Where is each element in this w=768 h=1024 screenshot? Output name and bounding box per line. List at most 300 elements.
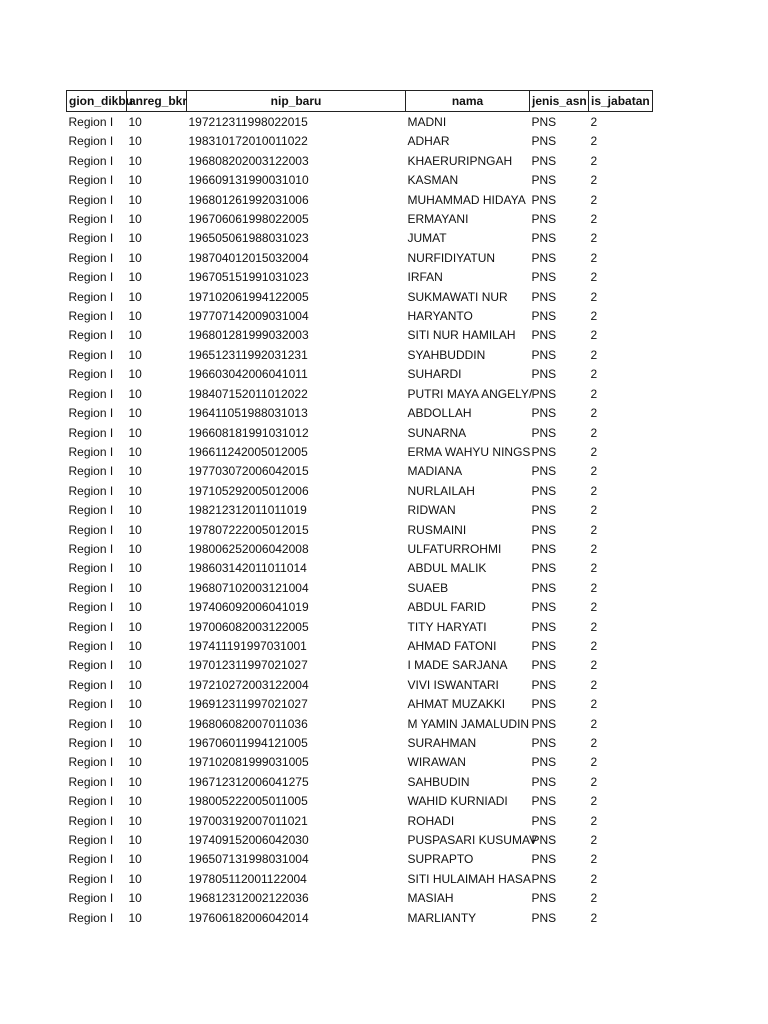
cell-jabatan: 2 <box>590 503 598 518</box>
cell-nama: MARLIANTY <box>407 910 477 925</box>
cell-jenis-asn: PNS <box>531 212 557 227</box>
table-row <box>67 734 653 753</box>
cell-jenis-asn: PNS <box>531 755 557 770</box>
cell-jabatan: 2 <box>590 755 598 770</box>
cell-jenis-asn: PNS <box>531 289 557 304</box>
cell-jabatan: 2 <box>590 115 598 129</box>
cell-kanreg: 10 <box>128 891 142 906</box>
cell-nip: 198005222005011005 <box>188 794 308 809</box>
table-row <box>67 443 653 462</box>
cell-region: Region I <box>68 328 114 343</box>
table-row <box>67 676 653 695</box>
column-header-jenis-asn: jenis_asn <box>530 91 589 112</box>
cell-jenis-asn: PNS <box>531 406 557 421</box>
cell-jenis-asn: PNS <box>531 619 557 634</box>
cell-nip: 196806082007011036 <box>188 716 308 731</box>
cell-nama: ABDUL MALIK <box>407 561 487 576</box>
cell-kanreg: 10 <box>128 464 142 479</box>
cell-nama: NURFIDIYATUN <box>407 250 496 265</box>
cell-jenis-asn: PNS <box>531 483 557 498</box>
cell-nip: 196801261992031006 <box>188 192 309 207</box>
cell-jenis-asn: PNS <box>531 541 557 556</box>
cell-jenis-asn: PNS <box>531 852 557 867</box>
table-row <box>67 831 653 850</box>
cell-jenis-asn: PNS <box>531 794 557 809</box>
cell-nama: PUTRI MAYA ANGELY/ <box>407 386 533 401</box>
column-header-jabatan: is_jabatan <box>589 91 653 112</box>
cell-region: Region I <box>68 774 114 789</box>
cell-nip: 196411051988031013 <box>188 406 308 421</box>
cell-jabatan: 2 <box>590 425 598 440</box>
cell-nip: 197102081999031005 <box>188 755 309 770</box>
table-row <box>67 792 653 811</box>
cell-jenis-asn: PNS <box>531 697 557 712</box>
cell-nama: ERMA WAHYU NINGS <box>407 444 531 459</box>
cell-jabatan: 2 <box>590 697 598 712</box>
cell-jabatan: 2 <box>590 192 598 207</box>
cell-nip: 198603142011011014 <box>188 561 307 576</box>
cell-nip: 198704012015032004 <box>188 250 309 265</box>
cell-jenis-asn: PNS <box>531 192 557 207</box>
cell-kanreg: 10 <box>128 406 142 421</box>
cell-kanreg: 10 <box>128 231 142 246</box>
table-row <box>67 152 653 171</box>
cell-region: Region I <box>68 347 114 362</box>
cell-kanreg: 10 <box>128 425 142 440</box>
column-header-nip: nip_baru <box>187 91 406 112</box>
cell-nama: RUSMAINI <box>407 522 467 537</box>
cell-nama: MADNI <box>407 115 447 129</box>
cell-kanreg: 10 <box>128 115 142 129</box>
cell-kanreg: 10 <box>128 658 142 673</box>
cell-nama: TITY HARYATI <box>407 619 487 634</box>
cell-nama: MADIANA <box>407 464 463 479</box>
cell-jabatan: 2 <box>590 561 598 576</box>
cell-kanreg: 10 <box>128 134 142 149</box>
cell-jenis-asn: PNS <box>531 231 557 246</box>
cell-nama: SYAHBUDDIN <box>407 347 486 362</box>
cell-kanreg: 10 <box>128 347 142 362</box>
cell-kanreg: 10 <box>128 619 142 634</box>
cell-region: Region I <box>68 444 114 459</box>
data-table <box>66 90 653 928</box>
cell-kanreg: 10 <box>128 444 142 459</box>
cell-region: Region I <box>68 115 114 129</box>
cell-region: Region I <box>68 289 114 304</box>
cell-nama: ERMAYANI <box>407 212 469 227</box>
cell-nama: WIRAWAN <box>407 755 466 770</box>
cell-jabatan: 2 <box>590 270 598 285</box>
cell-kanreg: 10 <box>128 561 142 576</box>
cell-region: Region I <box>68 794 114 809</box>
cell-jabatan: 2 <box>590 347 598 362</box>
table-row <box>67 850 653 869</box>
cell-region: Region I <box>68 192 114 207</box>
cell-jabatan: 2 <box>590 406 598 421</box>
cell-jabatan: 2 <box>590 600 598 615</box>
table-row <box>67 191 653 210</box>
cell-kanreg: 10 <box>128 503 142 518</box>
cell-nip: 197807222005012015 <box>188 522 309 537</box>
table-row <box>67 753 653 772</box>
cell-region: Region I <box>68 736 114 750</box>
table-row <box>67 385 653 404</box>
cell-nip: 198006252006042008 <box>188 541 309 556</box>
cell-jenis-asn: PNS <box>531 774 557 789</box>
cell-kanreg: 10 <box>128 871 142 886</box>
cell-jenis-asn: PNS <box>531 658 557 673</box>
cell-kanreg: 10 <box>128 697 142 712</box>
cell-nip: 197006082003122005 <box>188 619 309 634</box>
cell-jenis-asn: PNS <box>531 309 557 324</box>
cell-region: Region I <box>68 600 114 615</box>
cell-nama: I MADE SARJANA <box>407 658 508 673</box>
table-row <box>67 424 653 443</box>
cell-kanreg: 10 <box>128 153 142 168</box>
cell-nama: KASMAN <box>407 173 459 188</box>
cell-jabatan: 2 <box>590 464 598 479</box>
cell-region: Region I <box>68 270 114 285</box>
cell-jabatan: 2 <box>590 173 598 188</box>
cell-jenis-asn: PNS <box>531 638 557 653</box>
cell-jabatan: 2 <box>590 231 598 246</box>
cell-nip: 196608181991031012 <box>188 425 309 440</box>
cell-jenis-asn: PNS <box>531 910 557 925</box>
cell-region: Region I <box>68 134 114 149</box>
cell-region: Region I <box>68 755 114 770</box>
cell-jabatan: 2 <box>590 386 598 401</box>
cell-jabatan: 2 <box>590 541 598 556</box>
cell-nip: 198407152011012022 <box>188 386 308 401</box>
cell-region: Region I <box>68 658 114 673</box>
cell-nip: 197003192007011021 <box>188 813 308 828</box>
table-row <box>67 559 653 578</box>
cell-jabatan: 2 <box>590 658 598 673</box>
cell-kanreg: 10 <box>128 794 142 809</box>
cell-nip: 196705151991031023 <box>188 270 309 285</box>
table-body <box>67 112 653 929</box>
cell-region: Region I <box>68 638 114 653</box>
cell-nama: ROHADI <box>407 813 455 828</box>
cell-jenis-asn: PNS <box>531 580 557 595</box>
cell-nama: ADHAR <box>407 134 450 149</box>
cell-nama: KHAERURIPNGAH <box>407 153 513 168</box>
cell-nama: NURLAILAH <box>407 483 475 498</box>
table-row <box>67 656 653 675</box>
cell-nip: 197606182006042014 <box>188 910 309 925</box>
table-row <box>67 521 653 540</box>
cell-kanreg: 10 <box>128 736 142 750</box>
cell-nip: 197409152006042030 <box>188 833 309 848</box>
cell-region: Region I <box>68 677 114 692</box>
cell-nip: 196712312006041275 <box>188 774 309 789</box>
cell-nip: 197707142009031004 <box>188 309 309 324</box>
cell-nama: SITI HULAIMAH HASA <box>407 871 531 886</box>
table-row <box>67 501 653 520</box>
table-row <box>67 695 653 714</box>
table-row <box>67 889 653 908</box>
cell-jabatan: 2 <box>590 677 598 692</box>
cell-nama: MUHAMMAD HIDAYA <box>407 192 526 207</box>
cell-kanreg: 10 <box>128 755 142 770</box>
cell-region: Region I <box>68 580 114 595</box>
cell-nama: AHMAT MUZAKKI <box>407 697 506 712</box>
cell-region: Region I <box>68 522 114 537</box>
cell-nip: 196808202003122003 <box>188 153 309 168</box>
cell-region: Region I <box>68 483 114 498</box>
cell-nip: 196609131990031010 <box>188 173 309 188</box>
cell-kanreg: 10 <box>128 541 142 556</box>
cell-kanreg: 10 <box>128 289 142 304</box>
cell-jenis-asn: PNS <box>531 115 557 129</box>
cell-nip: 196801281999032003 <box>188 328 309 343</box>
cell-jabatan: 2 <box>590 309 598 324</box>
table-row <box>67 637 653 656</box>
cell-jabatan: 2 <box>590 289 598 304</box>
cell-jenis-asn: PNS <box>531 173 557 188</box>
cell-nama: HARYANTO <box>407 309 473 324</box>
cell-region: Region I <box>68 561 114 576</box>
cell-region: Region I <box>68 852 114 867</box>
cell-kanreg: 10 <box>128 910 142 925</box>
header-row <box>67 91 653 112</box>
cell-nip: 196706061998022005 <box>188 212 309 227</box>
cell-jabatan: 2 <box>590 774 598 789</box>
cell-jenis-asn: PNS <box>531 813 557 828</box>
table-row <box>67 773 653 792</box>
cell-jabatan: 2 <box>590 367 598 382</box>
cell-jenis-asn: PNS <box>531 270 557 285</box>
cell-nip: 197703072006042015 <box>188 464 309 479</box>
cell-jenis-asn: PNS <box>531 833 557 848</box>
table-row <box>67 112 653 133</box>
cell-nama: SITI NUR HAMILAH <box>407 328 516 343</box>
cell-nama: JUMAT <box>407 231 447 246</box>
cell-jenis-asn: PNS <box>531 250 557 265</box>
cell-nama: RIDWAN <box>407 503 456 518</box>
cell-jenis-asn: PNS <box>531 134 557 149</box>
cell-region: Region I <box>68 406 114 421</box>
cell-nip: 197012311997021027 <box>188 658 308 673</box>
cell-jabatan: 2 <box>590 250 598 265</box>
cell-nama: AHMAD FATONI <box>407 638 497 653</box>
cell-jabatan: 2 <box>590 444 598 459</box>
table-row <box>67 540 653 559</box>
table-row <box>67 326 653 345</box>
cell-jabatan: 2 <box>590 736 598 750</box>
cell-kanreg: 10 <box>128 600 142 615</box>
cell-kanreg: 10 <box>128 483 142 498</box>
cell-region: Region I <box>68 871 114 886</box>
cell-region: Region I <box>68 541 114 556</box>
table-row <box>67 346 653 365</box>
cell-jenis-asn: PNS <box>531 871 557 886</box>
cell-region: Region I <box>68 503 114 518</box>
table-row <box>67 268 653 287</box>
cell-nip: 196512311992031231 <box>188 347 308 362</box>
cell-kanreg: 10 <box>128 192 142 207</box>
table-row <box>67 307 653 326</box>
cell-kanreg: 10 <box>128 212 142 227</box>
cell-jabatan: 2 <box>590 580 598 595</box>
cell-region: Region I <box>68 464 114 479</box>
cell-nama: ABDUL FARID <box>407 600 486 615</box>
cell-region: Region I <box>68 425 114 440</box>
cell-nama: SURAHMAN <box>407 736 477 750</box>
cell-kanreg: 10 <box>128 328 142 343</box>
cell-kanreg: 10 <box>128 638 142 653</box>
cell-nip: 197102061994122005 <box>188 289 309 304</box>
table-row <box>67 171 653 190</box>
cell-nip: 197805112001122004 <box>188 871 307 886</box>
cell-region: Region I <box>68 813 114 828</box>
cell-jabatan: 2 <box>590 910 598 925</box>
cell-jabatan: 2 <box>590 134 598 149</box>
cell-nip: 197105292005012006 <box>188 483 309 498</box>
cell-region: Region I <box>68 619 114 634</box>
table-row <box>67 482 653 501</box>
cell-region: Region I <box>68 212 114 227</box>
cell-jenis-asn: PNS <box>531 677 557 692</box>
cell-jabatan: 2 <box>590 212 598 227</box>
table-row <box>67 909 653 928</box>
cell-jabatan: 2 <box>590 852 598 867</box>
cell-jenis-asn: PNS <box>531 367 557 382</box>
cell-nama: MASIAH <box>407 891 454 906</box>
cell-jabatan: 2 <box>590 638 598 653</box>
cell-jenis-asn: PNS <box>531 716 557 731</box>
cell-kanreg: 10 <box>128 813 142 828</box>
table-row <box>67 715 653 734</box>
cell-nip: 197406092006041019 <box>188 600 309 615</box>
table-row <box>67 229 653 248</box>
cell-region: Region I <box>68 910 114 925</box>
table-row <box>67 288 653 307</box>
cell-jabatan: 2 <box>590 153 598 168</box>
cell-nip: 196812312002122036 <box>188 891 309 906</box>
cell-jenis-asn: PNS <box>531 153 557 168</box>
cell-nama: PUSPASARI KUSUMAV <box>407 833 538 848</box>
cell-nip: 196807102003121004 <box>188 580 309 595</box>
cell-kanreg: 10 <box>128 270 142 285</box>
table-row <box>67 812 653 831</box>
cell-region: Region I <box>68 231 114 246</box>
cell-nama: SUNARNA <box>407 425 467 440</box>
cell-jenis-asn: PNS <box>531 464 557 479</box>
cell-nip: 196912311997021027 <box>188 697 308 712</box>
cell-jenis-asn: PNS <box>531 561 557 576</box>
cell-nama: VIVI ISWANTARI <box>407 677 499 692</box>
column-header-nama: nama <box>406 91 530 112</box>
cell-region: Region I <box>68 153 114 168</box>
cell-region: Region I <box>68 833 114 848</box>
cell-kanreg: 10 <box>128 677 142 692</box>
spreadsheet-page <box>66 90 652 928</box>
cell-nama: ULFATURROHMI <box>407 541 502 556</box>
cell-jenis-asn: PNS <box>531 328 557 343</box>
cell-region: Region I <box>68 309 114 324</box>
cell-nama: WAHID KURNIADI <box>407 794 508 809</box>
table-row <box>67 404 653 423</box>
table-row <box>67 249 653 268</box>
table-row <box>67 462 653 481</box>
cell-jabatan: 2 <box>590 813 598 828</box>
cell-nama: SAHBUDIN <box>407 774 470 789</box>
cell-kanreg: 10 <box>128 386 142 401</box>
cell-jabatan: 2 <box>590 619 598 634</box>
table-row <box>67 598 653 617</box>
cell-nip: 198212312011011019 <box>188 503 307 518</box>
cell-jenis-asn: PNS <box>531 386 557 401</box>
cell-kanreg: 10 <box>128 173 142 188</box>
cell-nama: SUPRAPTO <box>407 852 474 867</box>
cell-jabatan: 2 <box>590 794 598 809</box>
cell-nama: IRFAN <box>407 270 443 285</box>
table-row <box>67 132 653 151</box>
table-row <box>67 579 653 598</box>
cell-kanreg: 10 <box>128 250 142 265</box>
cell-region: Region I <box>68 716 114 731</box>
cell-nip: 196603042006041011 <box>188 367 308 382</box>
cell-nama: SUHARDI <box>407 367 462 382</box>
table-row <box>67 618 653 637</box>
cell-region: Region I <box>68 173 114 188</box>
cell-kanreg: 10 <box>128 367 142 382</box>
cell-region: Region I <box>68 697 114 712</box>
cell-region: Region I <box>68 891 114 906</box>
cell-kanreg: 10 <box>128 833 142 848</box>
cell-kanreg: 10 <box>128 774 142 789</box>
cell-nama: SUAEB <box>407 580 449 595</box>
table-row <box>67 210 653 229</box>
cell-jabatan: 2 <box>590 328 598 343</box>
cell-region: Region I <box>68 386 114 401</box>
cell-jenis-asn: PNS <box>531 891 557 906</box>
cell-jabatan: 2 <box>590 483 598 498</box>
table-row <box>67 365 653 384</box>
cell-jenis-asn: PNS <box>531 600 557 615</box>
cell-nama: M YAMIN JAMALUDIN <box>407 716 530 731</box>
cell-jabatan: 2 <box>590 522 598 537</box>
cell-nip: 198310172010011022 <box>188 134 308 149</box>
cell-jabatan: 2 <box>590 716 598 731</box>
cell-kanreg: 10 <box>128 852 142 867</box>
cell-nip: 197210272003122004 <box>188 677 309 692</box>
cell-jenis-asn: PNS <box>531 347 557 362</box>
cell-nama: ABDOLLAH <box>407 406 472 421</box>
cell-nip: 196505061988031023 <box>188 231 309 246</box>
cell-nama: SUKMAWATI NUR <box>407 289 508 304</box>
column-header-kanreg: anreg_bkr <box>127 91 187 112</box>
cell-jabatan: 2 <box>590 871 598 886</box>
cell-kanreg: 10 <box>128 580 142 595</box>
column-header-region: gion_dikbu <box>67 91 127 112</box>
cell-nip: 196611242005012005 <box>188 444 308 459</box>
cell-nip: 197212311998022015 <box>188 115 308 129</box>
cell-nip: 197411191997031001 <box>188 638 307 653</box>
cell-jenis-asn: PNS <box>531 522 557 537</box>
cell-kanreg: 10 <box>128 522 142 537</box>
cell-jenis-asn: PNS <box>531 444 557 459</box>
cell-jabatan: 2 <box>590 833 598 848</box>
cell-nip: 196706011994121005 <box>188 736 308 750</box>
cell-jabatan: 2 <box>590 891 598 906</box>
cell-region: Region I <box>68 250 114 265</box>
cell-jenis-asn: PNS <box>531 425 557 440</box>
cell-jenis-asn: PNS <box>531 503 557 518</box>
cell-nip: 196507131998031004 <box>188 852 309 867</box>
table-row <box>67 870 653 889</box>
